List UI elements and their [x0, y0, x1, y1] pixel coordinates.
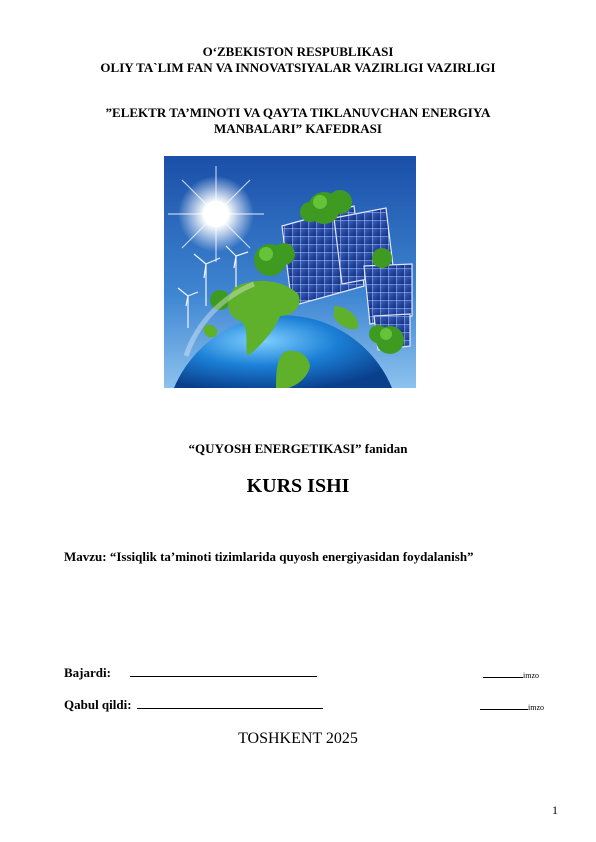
- page-number: 1: [552, 803, 558, 817]
- accepted-by-row: [64, 696, 323, 713]
- signature-line: [483, 665, 523, 678]
- accepted-by-name-line: [137, 696, 323, 709]
- performed-by-row: [64, 664, 317, 681]
- ministry-header: [0, 44, 596, 76]
- performed-by-label: Bajardi:: [64, 665, 111, 680]
- department-title-line1: ”ELEKTR TA’MINOTI VA QAYTA TIKLANUVCHAN ENERGIYA: [105, 105, 491, 120]
- topic-line: Mavzu: “Issiqlik ta’minoti tizimlarida quyosh energiyasidan foydalanish”: [64, 549, 474, 564]
- imzo-label: imzo: [528, 703, 544, 712]
- ministry-title: OLIY TA`LIM FAN VA INNOVATSIYALAR VAZIRLIGI VAZIRLIGI: [100, 60, 496, 75]
- solar-earth-illustration: [164, 156, 416, 388]
- city-year: TOSHKENT 2025: [238, 730, 358, 747]
- department-header: [0, 105, 596, 137]
- accepted-by-label: Qabul qildi:: [64, 697, 132, 712]
- subject-title: “QUYOSH ENERGETIKASI” fanidan: [188, 441, 408, 456]
- republic-title: O‘ZBEKISTON RESPUBLIKASI: [202, 44, 394, 59]
- imzo-label: imzo: [523, 671, 539, 680]
- department-title-line2: MANBALARI” KAFEDRASI: [214, 121, 382, 136]
- performed-by-signature: [483, 665, 539, 682]
- performed-by-name-line: [130, 664, 317, 677]
- accepted-by-signature: [480, 697, 544, 714]
- document-type-title: KURS ISHI: [246, 475, 350, 497]
- signature-line: [480, 697, 528, 710]
